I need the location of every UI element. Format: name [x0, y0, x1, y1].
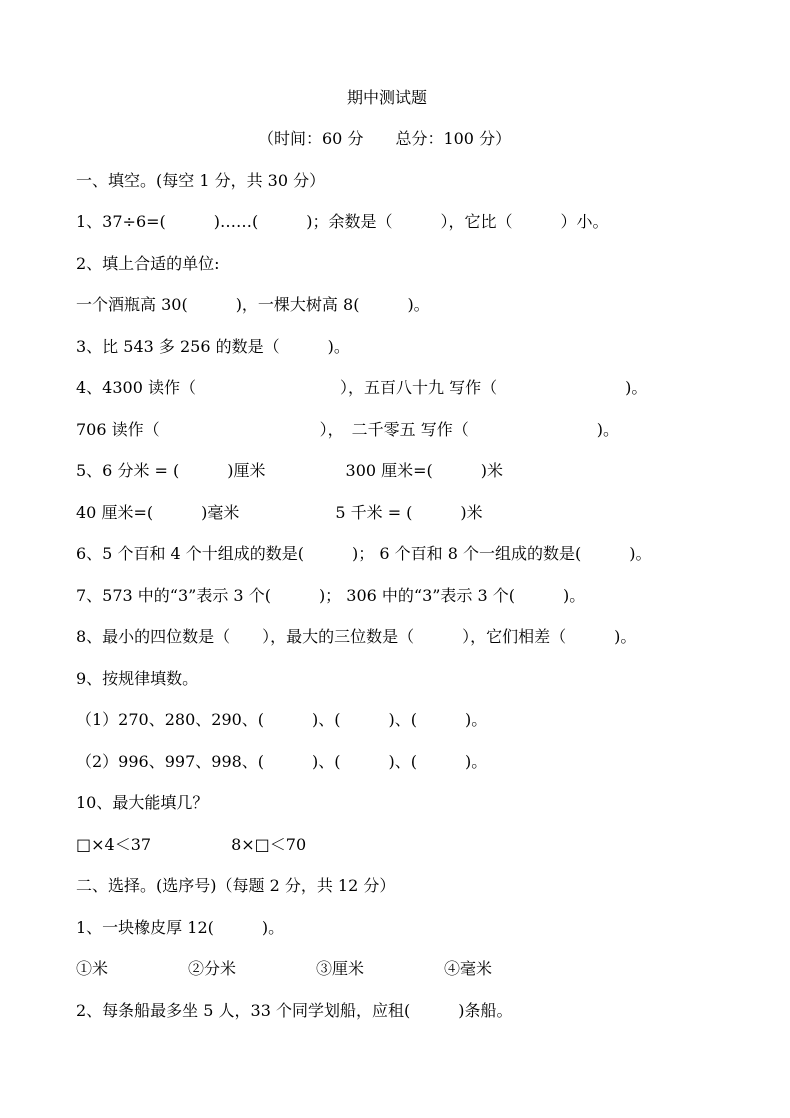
question-line: 1、37÷6=( )……( )；余数是（ ），它比（ ）小。 [76, 212, 609, 231]
question-line: 4、4300 读作（ ），五百八十九 写作（ )。 [76, 378, 648, 397]
question-line: 8、最小的四位数是（ ），最大的三位数是（ ），它们相差（ )。 [76, 627, 637, 646]
options-line: ①米 ②分米 ③厘米 ④毫米 [76, 959, 493, 978]
question-line: 5、6 分米 = ( )厘米 300 厘米=( )米 [76, 461, 504, 480]
question-line: 2、填上合适的单位: [76, 254, 220, 273]
question-line: 一个酒瓶高 30( )，一棵大树高 8( )。 [76, 295, 430, 314]
question-line: 1、一块橡皮厚 12( )。 [76, 918, 285, 937]
page-title: 期中测试题 [347, 88, 428, 107]
question-line: （1）270、280、290、( )、( )、( )。 [76, 710, 488, 729]
question-line: 706 读作（ ）， 二千零五 写作（ )。 [76, 420, 619, 439]
question-line: 6、5 个百和 4 个十组成的数是( )； 6 个百和 8 个一组成的数是( )。 [76, 544, 652, 563]
question-line: （2）996、997、998、( )、( )、( )。 [76, 752, 488, 771]
question-line: 40 厘米=( )毫米 5 千米 = ( )米 [76, 503, 483, 522]
question-line: 10、最大能填几？ [76, 793, 209, 812]
question-line: 3、比 543 多 256 的数是（ )。 [76, 337, 350, 356]
exam-info: （时间：60 分 总分：100 分） [258, 129, 512, 148]
question-line: 9、按规律填数。 [76, 669, 199, 688]
section-heading: 一、填空。(每空 1 分，共 30 分） [76, 171, 326, 190]
section-heading: 二、选择。(选序号)（每题 2 分，共 12 分） [76, 876, 396, 895]
question-line: 7、573 中的“3”表示 3 个( )； 306 中的“3”表示 3 个( )。 [76, 586, 586, 605]
question-line: □×4＜37 8×□＜70 [76, 835, 307, 854]
question-line: 2、每条船最多坐 5 人，33 个同学划船，应租( )条船。 [76, 1001, 513, 1020]
